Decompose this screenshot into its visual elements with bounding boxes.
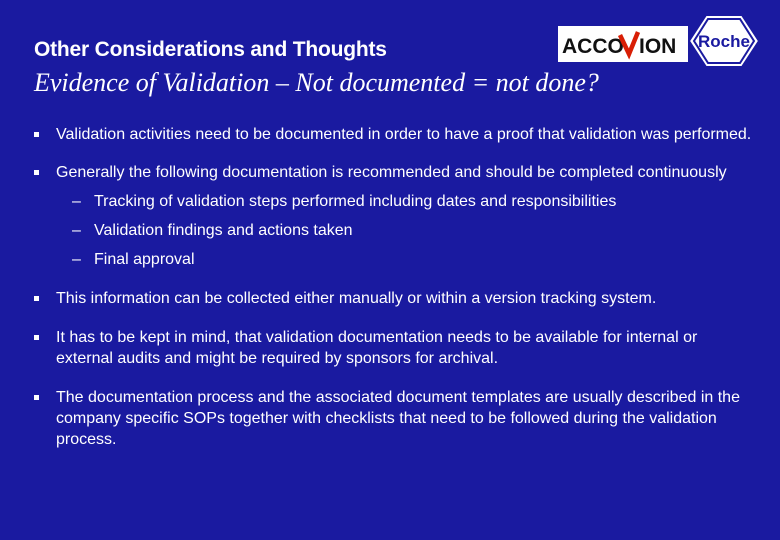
bullet-text: The documentation process and the associated document templates are usually described in the company specific SOPs together with checklists that need to be followed during the validation process. xyxy=(56,389,740,448)
sub-bullet-dash: – xyxy=(72,251,81,268)
bullet-marker xyxy=(34,395,39,400)
bullet-marker xyxy=(34,296,39,301)
accovion-logo-text-right: ION xyxy=(639,35,677,58)
roche-logo-text: Roche xyxy=(698,32,750,51)
sub-bullet-item xyxy=(56,249,754,270)
bullet-item xyxy=(34,124,754,145)
sub-bullet-item xyxy=(56,191,754,212)
bullet-text: Generally the following documentation is recommended and should be completed continuously xyxy=(56,164,727,181)
bullet-marker xyxy=(34,170,39,175)
bullet-text: It has to be kept in mind, that validation documentation needs to be available for internal or external audits and might be required by sponsors for archival. xyxy=(56,329,698,367)
accovion-logo-text-left: ACCO xyxy=(562,35,624,58)
main-title: Evidence of Validation – Not documented = not done? xyxy=(34,68,599,97)
bullet-text: This information can be collected either manually or within a version tracking system. xyxy=(56,290,657,307)
sub-bullet-text: Validation findings and actions taken xyxy=(94,222,353,239)
roche-logo xyxy=(688,14,760,68)
accovion-logo-graphic xyxy=(558,26,688,62)
accovion-logo xyxy=(558,26,688,62)
bullet-marker xyxy=(34,335,39,340)
roche-logo-graphic xyxy=(688,14,760,68)
sub-bullet-text: Tracking of validation steps performed including dates and responsibilities xyxy=(94,193,617,210)
sub-bullet-list xyxy=(56,191,754,270)
bullet-item xyxy=(34,162,754,270)
bullet-list xyxy=(34,124,754,468)
section-title: Other Considerations and Thoughts xyxy=(34,38,387,61)
sub-bullet-dash: – xyxy=(72,222,81,239)
bullet-item xyxy=(34,387,754,450)
bullet-marker xyxy=(34,132,39,137)
sub-bullet-dash: – xyxy=(72,193,81,210)
sub-bullet-text: Final approval xyxy=(94,251,195,268)
bullet-item xyxy=(34,327,754,369)
bullet-item xyxy=(34,288,754,309)
sub-bullet-item xyxy=(56,220,754,241)
bullet-text: Validation activities need to be documented in order to have a proof that validation was performed. xyxy=(56,126,752,143)
